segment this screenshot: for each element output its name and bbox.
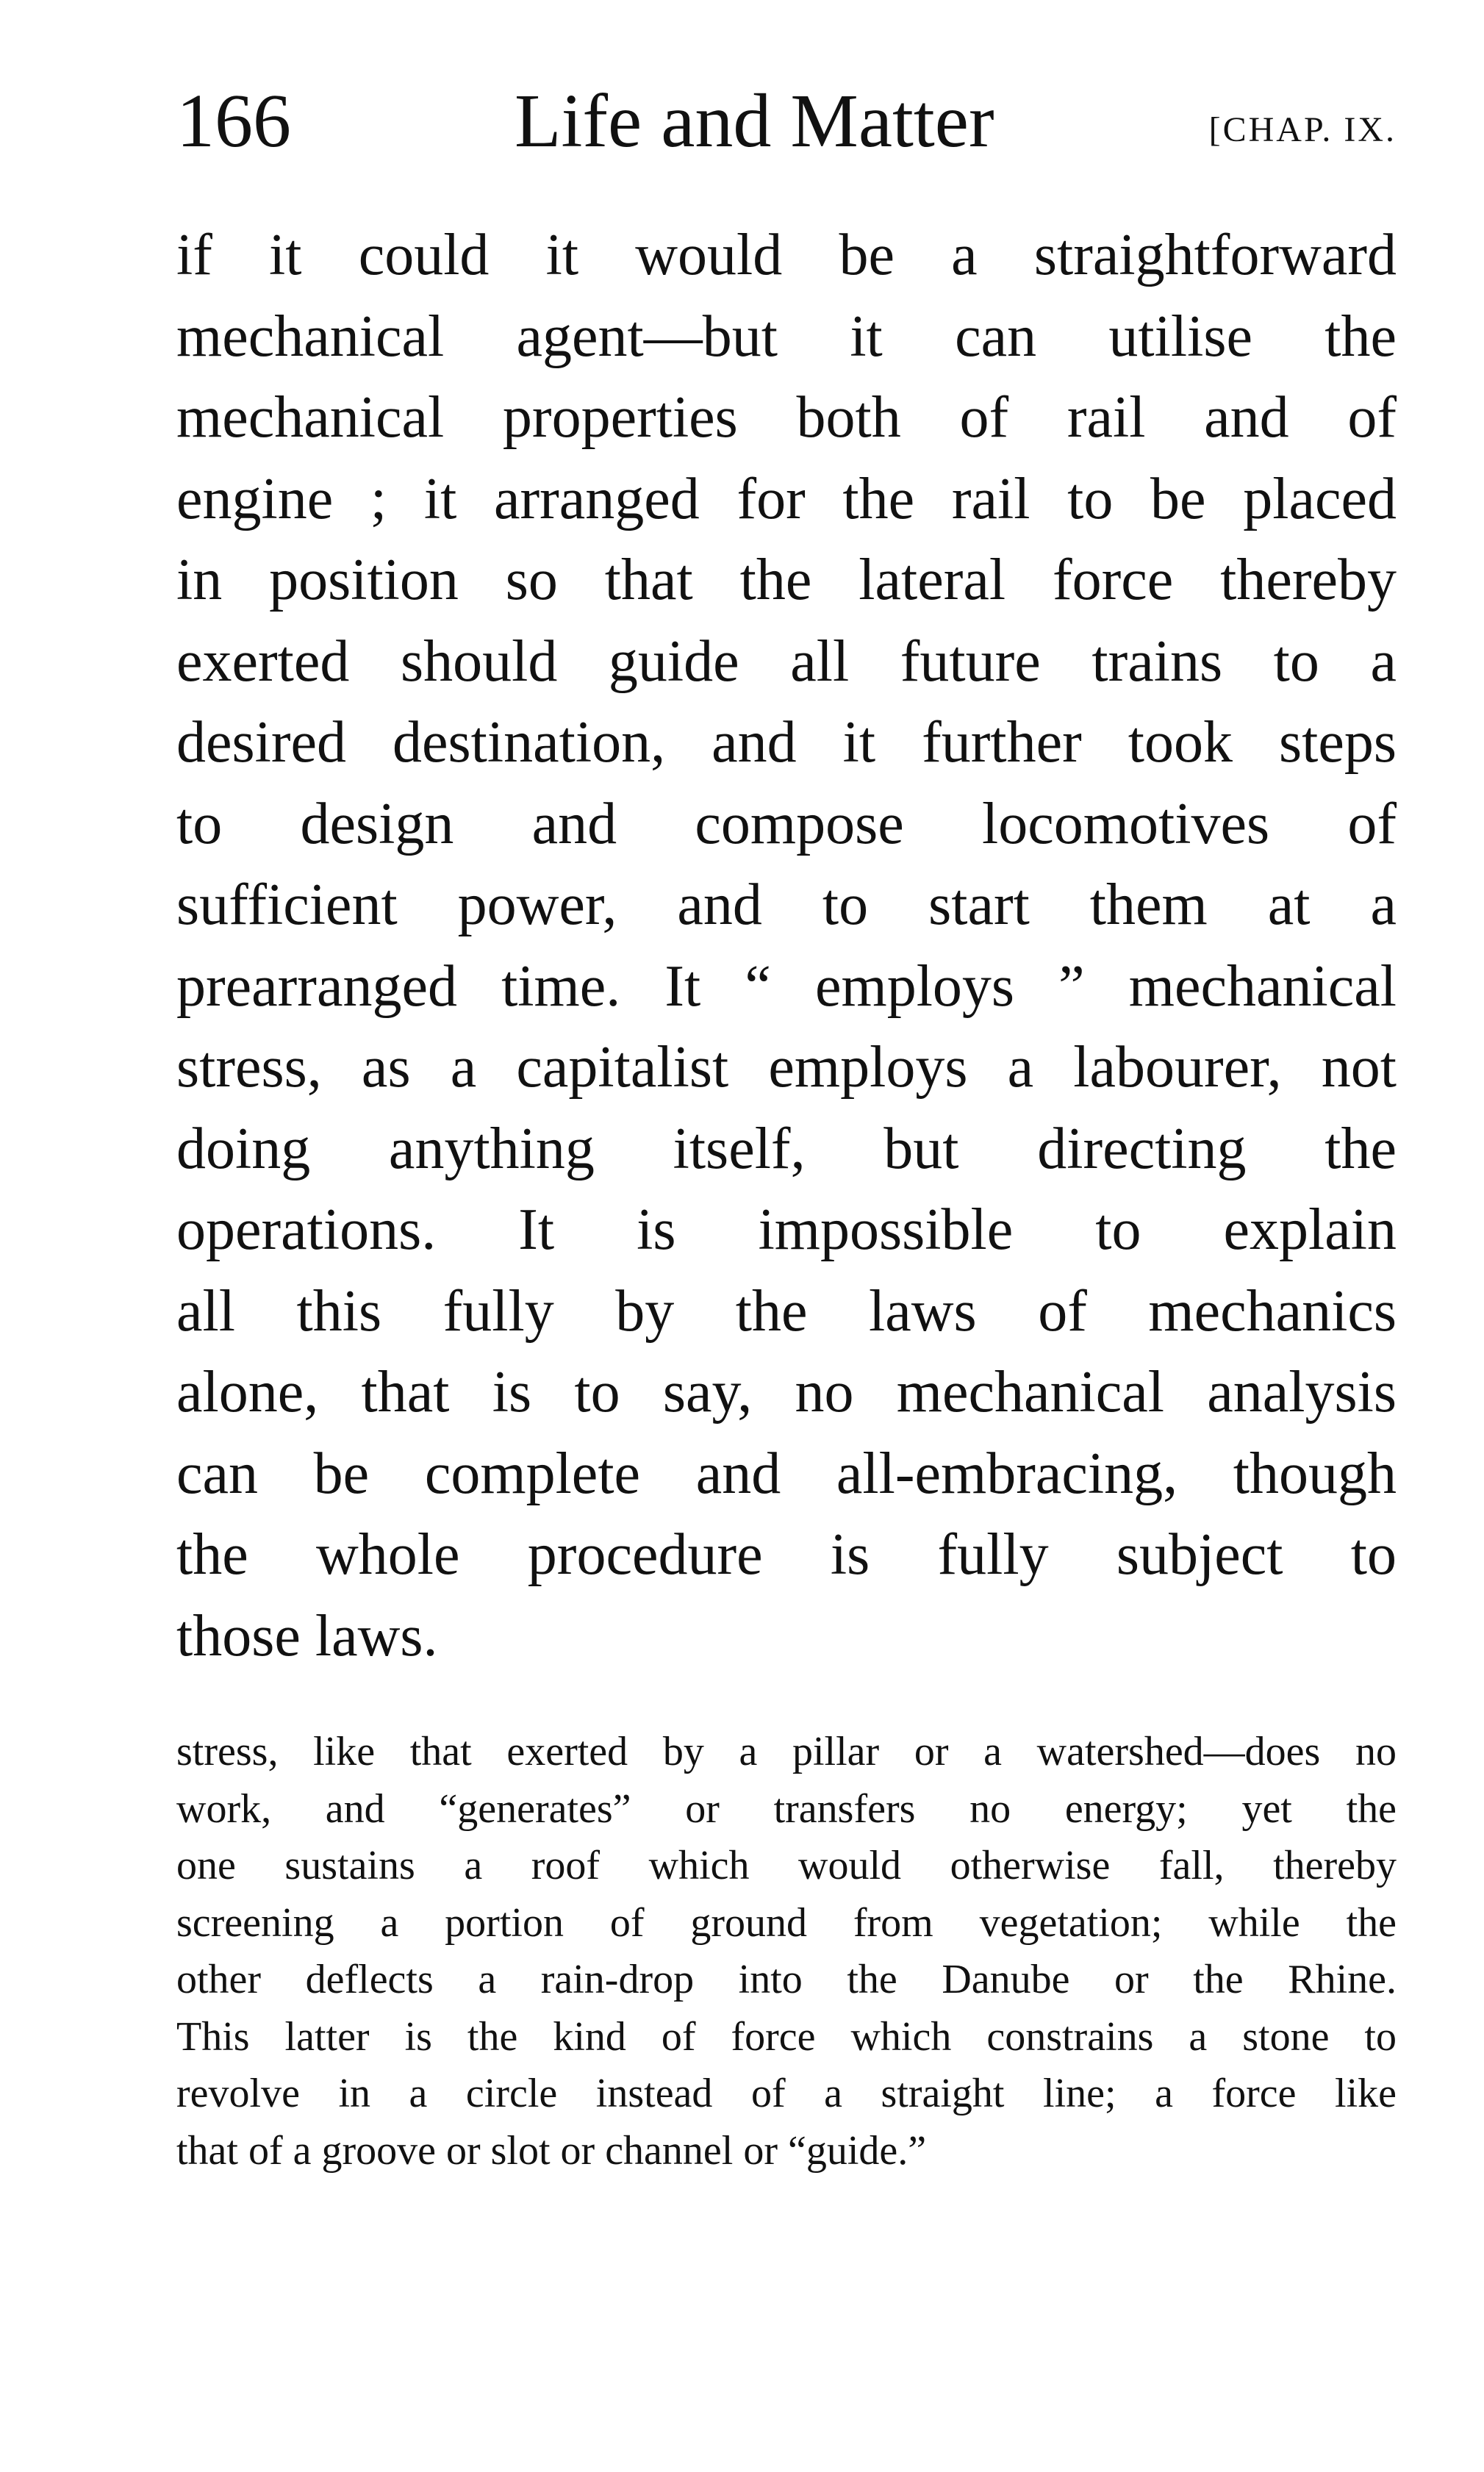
- text-line: sufficient power, and to start them at a: [176, 873, 1397, 937]
- text-line: operations. It is impossible to explain: [176, 1197, 1397, 1262]
- main-text: [176, 215, 1397, 1677]
- text-line: engine ; it arranged for the rail to be placed: [176, 466, 1397, 531]
- footnote-line: work, and “generates” or transfers no energy; yet the: [176, 1785, 1397, 1832]
- text-line: those laws.: [176, 1603, 438, 1669]
- page-number: 166: [176, 79, 291, 163]
- footnote-line: revolve in a circle instead of a straight line; a force like: [176, 2071, 1397, 2116]
- footnote-line: that of a groove or slot or channel or “guide.”: [176, 2127, 927, 2174]
- text-line: stress, as a capitalist employs a labourer, not: [176, 1035, 1397, 1100]
- text-line: all this fully by the laws of mechanics: [176, 1278, 1397, 1344]
- footnote-line: screening a portion of ground from vegetation; while the: [176, 1899, 1397, 1946]
- text-line: prearranged time. It “ employs ” mechanical: [176, 953, 1397, 1019]
- running-head: [176, 70, 1397, 173]
- footnote-line: other deflects a rain-drop into the Danube or the Rhine.: [176, 1957, 1397, 2002]
- text-line: the whole procedure is fully subject to: [176, 1522, 1397, 1587]
- text-line: exerted should guide all future trains to a: [176, 628, 1397, 694]
- chapter-reference: [CHAP. IX.: [1208, 110, 1397, 149]
- text-line: can be complete and all-embracing, though: [176, 1441, 1397, 1506]
- text-line: desired destination, and it further took steps: [176, 710, 1397, 775]
- text-line: in position so that the lateral force thereby: [176, 548, 1397, 612]
- text-line: to design and compose locomotives of: [176, 791, 1397, 856]
- text-line: if it could it would be a straightforward: [176, 223, 1397, 287]
- text-line: mechanical properties both of rail and of: [176, 385, 1397, 450]
- footnote: [176, 1724, 1397, 2179]
- text-line: alone, that is to say, no mechanical analysis: [176, 1360, 1397, 1425]
- text-line: doing anything itself, but directing the: [176, 1116, 1397, 1181]
- footnote-line: This latter is the kind of force which constrains a stone to: [176, 2013, 1397, 2060]
- running-title: Life and Matter: [515, 79, 994, 163]
- text-line: mechanical agent—but it can utilise the: [176, 304, 1397, 369]
- footnote-line: stress, like that exerted by a pillar or a watershed—does no: [176, 1729, 1397, 1774]
- footnote-line: one sustains a roof which would otherwise fall, thereby: [176, 1843, 1397, 1888]
